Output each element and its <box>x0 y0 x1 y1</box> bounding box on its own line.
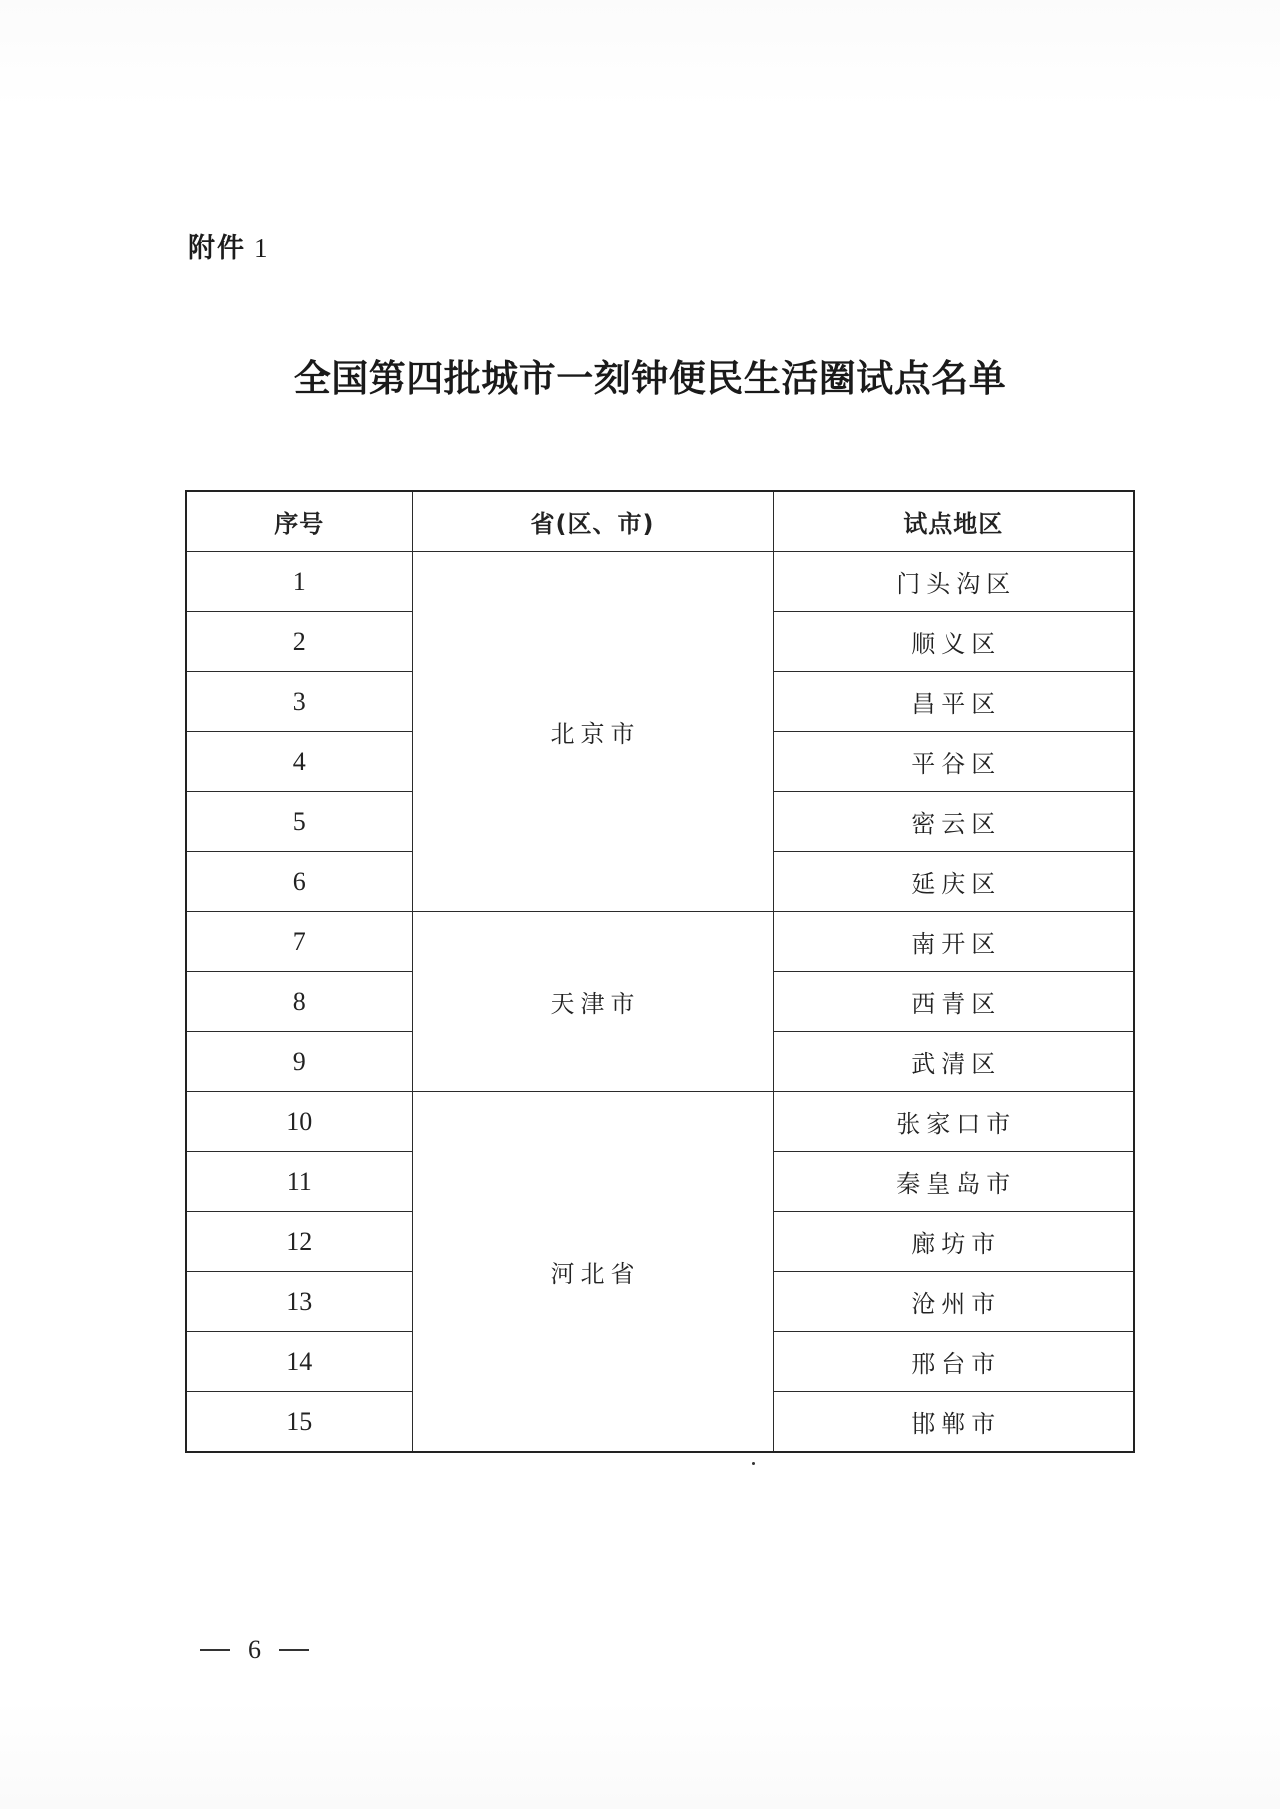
area-cell <box>773 672 1134 732</box>
area-name: 顺义区 <box>911 630 1002 658</box>
page-title: 全国第四批城市一刻钟便民生活圈试点名单 <box>293 356 1007 400</box>
province-cell-beijing <box>412 552 773 912</box>
area-cell <box>773 612 1134 672</box>
province-cell-tianjin <box>412 912 773 1092</box>
seq-cell: 14 <box>186 1332 412 1392</box>
seq-cell: 8 <box>186 972 412 1032</box>
dash-right <box>279 1649 309 1651</box>
area-cell <box>773 972 1134 1032</box>
area-name: 秦皇岛市 <box>896 1170 1017 1198</box>
area-name: 昌平区 <box>911 690 1002 718</box>
area-name: 西青区 <box>911 990 1002 1018</box>
province-name: 北京市 <box>550 720 641 748</box>
province-name: 天津市 <box>550 990 641 1018</box>
area-name: 邢台市 <box>911 1350 1002 1378</box>
area-name: 密云区 <box>911 810 1002 838</box>
seq-cell: 15 <box>186 1392 412 1453</box>
attachment-label <box>188 230 270 267</box>
area-cell <box>773 912 1134 972</box>
area-cell <box>773 1032 1134 1092</box>
area-cell <box>773 792 1134 852</box>
seq-cell: 9 <box>186 1032 412 1092</box>
area-name: 武清区 <box>911 1050 1002 1078</box>
seq-cell: 12 <box>186 1212 412 1272</box>
area-name: 南开区 <box>911 930 1002 958</box>
page-number-value: 6 <box>248 1635 261 1664</box>
seq-cell: 1 <box>186 552 412 612</box>
attachment-label-text: 附件 <box>188 233 246 264</box>
seq-cell: 13 <box>186 1272 412 1332</box>
province-name: 河北省 <box>550 1260 641 1288</box>
area-name: 廊坊市 <box>911 1230 1002 1258</box>
area-cell <box>773 1332 1134 1392</box>
area-cell <box>773 732 1134 792</box>
area-cell <box>773 1092 1134 1152</box>
area-cell <box>773 852 1134 912</box>
attachment-number: 1 <box>254 233 270 263</box>
seq-cell: 10 <box>186 1092 412 1152</box>
area-cell <box>773 1212 1134 1272</box>
table-row <box>186 552 1134 612</box>
header-area: 试点地区 <box>773 491 1134 552</box>
area-name: 张家口市 <box>896 1110 1017 1138</box>
header-province: 省(区、市) <box>412 491 773 552</box>
seq-cell: 7 <box>186 912 412 972</box>
seq-cell: 5 <box>186 792 412 852</box>
table-header-row <box>186 491 1134 552</box>
seq-cell: 11 <box>186 1152 412 1212</box>
area-name: 邯郸市 <box>911 1410 1002 1438</box>
table-row <box>186 1092 1134 1152</box>
seq-cell: 3 <box>186 672 412 732</box>
area-cell <box>773 1272 1134 1332</box>
page-number <box>200 1632 309 1668</box>
table-row <box>186 912 1134 972</box>
area-name: 平谷区 <box>911 750 1002 778</box>
area-name: 沧州市 <box>911 1290 1002 1318</box>
area-cell <box>773 1152 1134 1212</box>
seq-cell: 4 <box>186 732 412 792</box>
area-cell <box>773 552 1134 612</box>
scan-speck <box>752 1462 755 1465</box>
seq-cell: 6 <box>186 852 412 912</box>
dash-left <box>200 1649 230 1651</box>
area-cell <box>773 1392 1134 1453</box>
area-name: 延庆区 <box>911 870 1002 898</box>
seq-cell: 2 <box>186 612 412 672</box>
pilot-list-table <box>185 490 1135 1453</box>
province-cell-hebei <box>412 1092 773 1453</box>
area-name: 门头沟区 <box>896 570 1017 598</box>
header-seq: 序号 <box>186 491 412 552</box>
